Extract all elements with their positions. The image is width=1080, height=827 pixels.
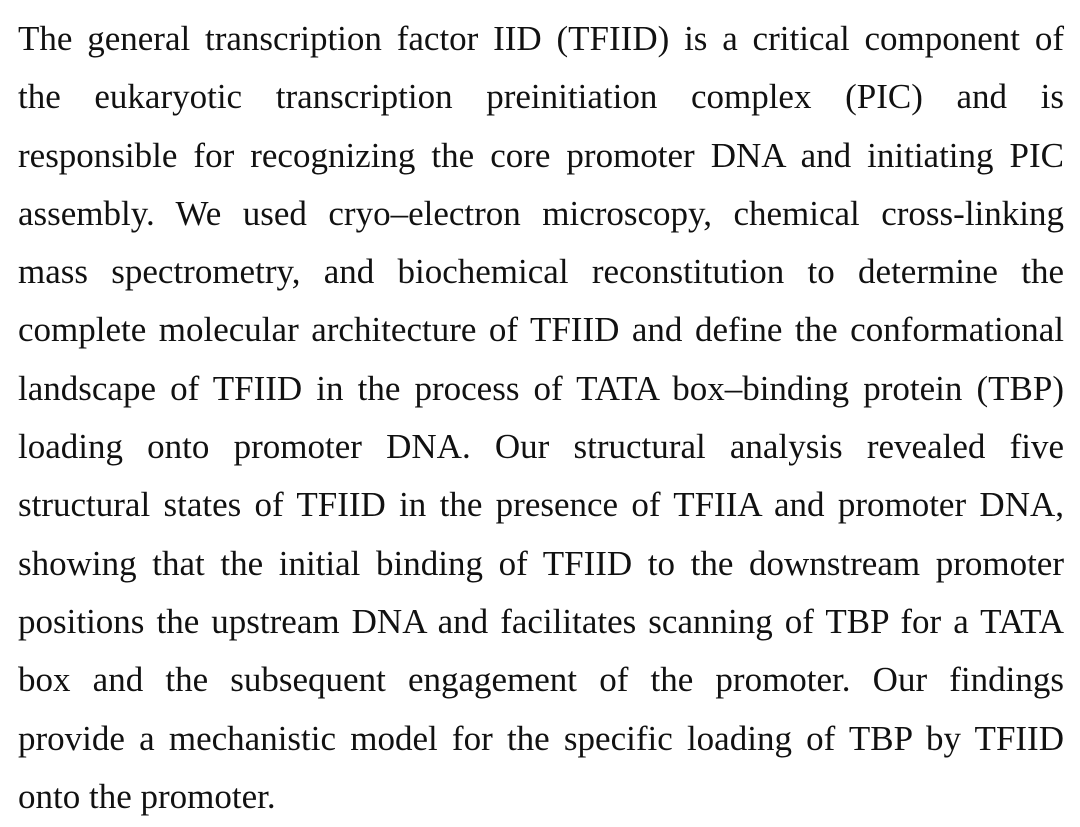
text-line: The general transcription factor IID (TFIID) is a critical component of xyxy=(18,19,1064,58)
text-line: mass spectrometry, and biochemical reconstitution to determine the xyxy=(18,252,1064,292)
text-line: landscape of TFIID in the process of TATA box–binding protein (TBP) xyxy=(18,368,1064,408)
abstract-paragraph xyxy=(18,10,1064,826)
text-line: box and the subsequent engagement of the promoter. Our findings xyxy=(18,660,1064,700)
text-line: structural states of TFIID in the presence of TFIIA and promoter DNA, xyxy=(18,485,1064,525)
text-line: assembly. We used cryo–electron microscopy, chemical cross-linking xyxy=(18,193,1064,233)
text-line: the eukaryotic transcription preinitiation complex (PIC) and is xyxy=(18,77,1064,117)
text-line: responsible for recognizing the core promoter DNA and initiating PIC xyxy=(18,135,1064,175)
text-line: loading onto promoter DNA. Our structural analysis revealed five xyxy=(18,427,1064,467)
text-line: positions the upstream DNA and facilitates scanning of TBP for a TATA xyxy=(18,601,1064,641)
text-line: provide a mechanistic model for the specific loading of TBP by TFIID xyxy=(18,718,1064,758)
text-line: showing that the initial binding of TFIID to the downstream promoter xyxy=(18,543,1064,583)
text-line: complete molecular architecture of TFIID and define the conformational xyxy=(18,310,1064,350)
text-line: onto the promoter. xyxy=(18,776,276,816)
